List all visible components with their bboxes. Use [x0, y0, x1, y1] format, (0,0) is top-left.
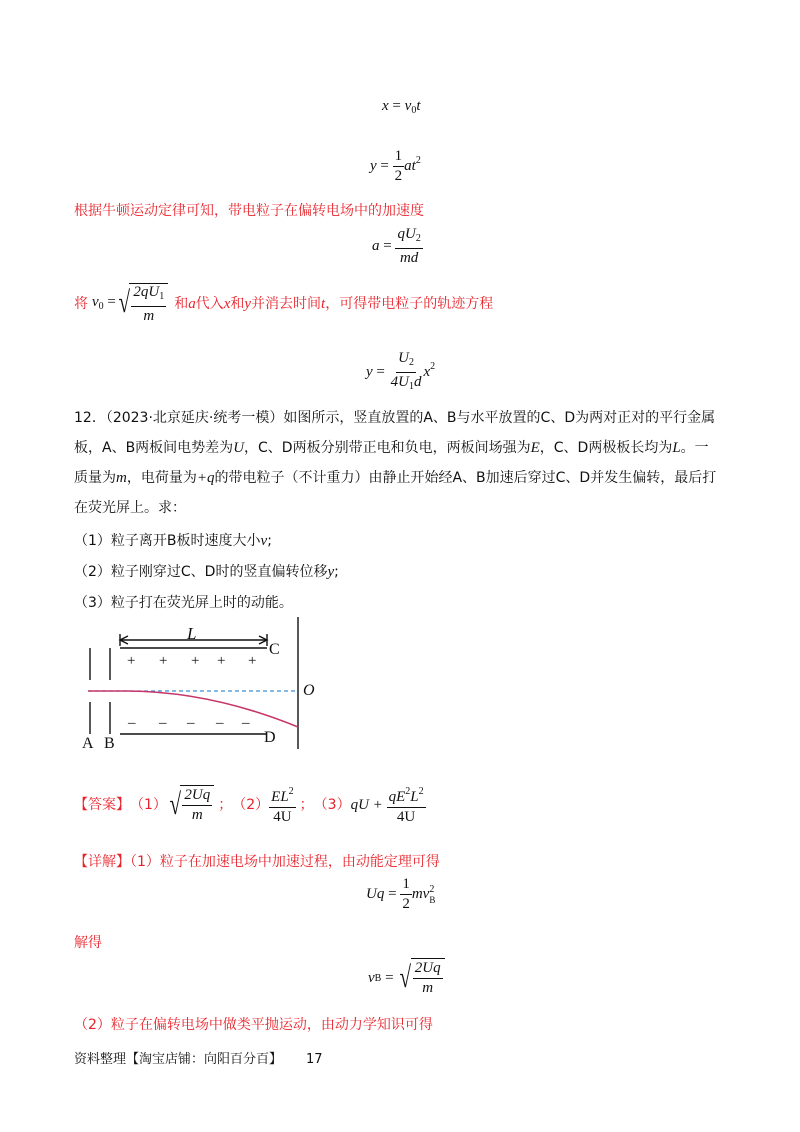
answer-3: qU + $\frac{qE^2L^2}{4U}$: [351, 783, 426, 826]
equation-trajectory: y = $\frac{U_2}{4U_1d}$ $x^2$: [366, 350, 435, 395]
minus-sign: –: [128, 715, 136, 731]
label-L: L: [187, 624, 197, 643]
answer-2: $\frac{EL^2}{4U}$: [269, 783, 296, 826]
label-B: B: [104, 735, 115, 752]
equation-a: a = $\frac{qU_2}{md}$: [372, 226, 421, 266]
question-number: 12．: [74, 410, 106, 426]
plus-sign: +: [248, 653, 257, 669]
v0-expr: $v_0$ =: [92, 293, 116, 312]
detail-tag: 【详解】: [74, 854, 130, 870]
fraction-half: $\frac{1}{2}$: [394, 148, 403, 184]
label-A: A: [82, 735, 94, 752]
question-line-3: 质量为m，电荷量为+q的带电粒子（不计重力）由静止开始经A、B加速后穿过C、D并发生偏转，最后打: [74, 470, 717, 486]
question-line-1: 12．（2023·北京延庆·统考一模）如图所示，竖直放置的A、B与水平放置的C、D为两对正对的平行金属: [74, 410, 716, 426]
sqrt-v0: √ $\frac{2qU_1}{m}$: [116, 283, 168, 325]
minus-sign: –: [187, 715, 195, 731]
question-line-4: 在荧光屏上。求：: [74, 500, 186, 516]
label-D: D: [264, 729, 276, 746]
answer-1: √ $\frac{2Uq}{m}$: [167, 785, 214, 825]
fraction-a: $\frac{qU_2}{md}$: [397, 226, 421, 266]
subscript: 0: [411, 105, 417, 116]
question-part-3: （3）粒子打在荧光屏上时的动能。: [74, 595, 293, 611]
substitution-line: 将 $v_0$ = √ $\frac{2qU_1}{m}$ 和 a 代入 x 和 y 并消去时间 t ，可得带电粒子的轨迹方程: [74, 284, 494, 324]
answer-tag: 【答案】: [74, 796, 130, 813]
plus-sign: +: [127, 653, 136, 669]
plus-sign: +: [191, 653, 200, 669]
page-number: 17: [306, 1052, 323, 1067]
text-part-2: （2）粒子在偏转电场中做类平抛运动，由动力学知识可得: [74, 1017, 433, 1033]
minus-sign: –: [159, 715, 167, 731]
var-y: y: [370, 157, 377, 174]
equation-vb: v B = √ $\frac{2Uq}{m}$: [368, 958, 445, 998]
detail-line-1: 【详解】（1）粒子在加速电场中加速过程，由动能定理可得: [74, 854, 440, 870]
text-newton: 根据牛顿运动定律可知，带电粒子在偏转电场中的加速度: [74, 203, 424, 219]
question-part-2: （2）粒子刚穿过C、D时的竖直偏转位移y;: [74, 564, 339, 580]
fraction-traj: $\frac{U_2}{4U_1d}$: [390, 350, 422, 392]
equation-y-at2: y = $\frac{1}{2}$ $at^2$: [370, 148, 421, 184]
label-O: O: [303, 682, 315, 699]
answer-line: 【答案】 （1） √ $\frac{2Uq}{m}$ ； （2） $\frac{EL^2}{4U}$ ； （3） qU + $\frac{qE^2L^2}{4U}$: [74, 783, 426, 826]
question-source: （2023·北京延庆·统考一模）: [105, 410, 284, 426]
text-jiede: 解得: [74, 935, 102, 951]
minus-sign: –: [216, 715, 224, 731]
var-x: x: [382, 98, 389, 114]
question-part-1: （1）粒子离开B板时速度大小v;: [74, 533, 272, 549]
question-line-2: 板，A、B两板间电势差为U，C、D两板分别带正电和负电，两板间场强为E，C、D两极板长均为L。一: [74, 440, 709, 456]
equation-x: $x = v_0t$: [382, 98, 421, 116]
var-v: v: [404, 98, 412, 114]
equation-uq: Uq = $\frac{1}{2}$ mv 2 B: [366, 876, 436, 912]
plus-sign: +: [217, 653, 226, 669]
label-C: C: [269, 641, 280, 658]
var-a: a: [372, 237, 380, 254]
plus-sign: +: [159, 653, 168, 669]
var-t: t: [416, 98, 421, 114]
diagram-plates: [70, 615, 340, 755]
var-at: at: [404, 157, 416, 174]
minus-sign: –: [242, 715, 250, 731]
footer-source: 资料整理【淘宝店铺：向阳百分百】: [74, 1052, 283, 1067]
